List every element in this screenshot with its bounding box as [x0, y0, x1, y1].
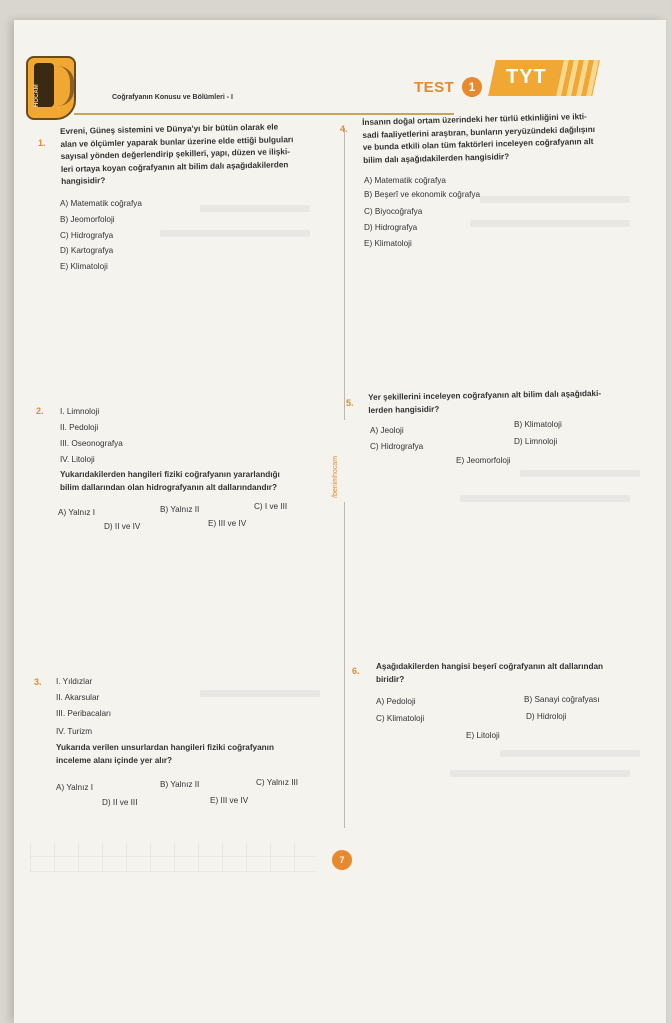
option-c[interactable]: C) Yalnız III	[256, 778, 299, 787]
show-through	[460, 495, 630, 502]
test-number-badge: 1	[462, 77, 482, 97]
option-d[interactable]: D) Limnoloji	[514, 437, 558, 446]
stem-line: leri ortaya koyan coğrafyanın alt bilim dalı aşağıdakilerden	[60, 160, 289, 174]
option-a[interactable]: A) Pedoloji	[376, 697, 416, 706]
option-e[interactable]: E) Klimatoloji	[60, 262, 108, 271]
question-number: 3.	[34, 677, 42, 687]
show-through	[480, 196, 630, 203]
question-stem	[362, 112, 634, 167]
option-b[interactable]: B) Klimatoloji	[514, 420, 562, 429]
option-b[interactable]: B) Beşerî ve ekonomik coğrafya	[364, 190, 481, 199]
show-through	[200, 690, 320, 697]
question-stem	[368, 388, 648, 417]
option-a[interactable]: A) Yalnız I	[56, 783, 94, 792]
stem-line: inceleme alanı içinde yer alır?	[56, 755, 173, 765]
page-number: 7	[332, 850, 352, 870]
option-b[interactable]: B) Yalnız II	[160, 505, 200, 514]
logo-tail	[56, 66, 74, 106]
question-number: 5.	[346, 398, 354, 408]
stem-line: Yukarıdakilerden hangileri fiziki coğrafyanın yararlandığı	[60, 470, 280, 479]
question-number: 6.	[352, 666, 360, 676]
roman-item: I. Limnoloji	[60, 407, 100, 416]
question-number: 2.	[36, 406, 44, 416]
option-c[interactable]: C) Biyocoğrafya	[364, 207, 423, 216]
stem-line: sayısal yönden değerlendirip şekilleri, yapı, düzen ve ilişki-	[60, 147, 291, 162]
answer-grid-show-through	[30, 842, 316, 872]
option-d[interactable]: D) Kartografya	[60, 246, 114, 255]
option-a[interactable]: A) Jeoloji	[370, 426, 404, 435]
exam-label: TYT	[506, 66, 547, 88]
stem-line: Yukarıda verilen unsurlardan hangileri fiziki coğrafyanın	[56, 743, 274, 752]
roman-item: III. Oseonografya	[60, 439, 123, 448]
roman-item: IV. Turizm	[56, 727, 93, 736]
option-b[interactable]: B) Jeomorfoloji	[60, 215, 115, 224]
roman-item: I. Yıldızlar	[56, 677, 93, 686]
option-c[interactable]: C) Hidrografya	[370, 442, 424, 451]
option-d[interactable]: D) Hidrografya	[364, 223, 418, 232]
option-c[interactable]: C) Klimatoloji	[376, 714, 425, 723]
option-e[interactable]: E) Jeomorfoloji	[456, 456, 511, 465]
show-through	[470, 220, 630, 227]
stem-line: biridir?	[376, 674, 405, 684]
option-b[interactable]: B) Yalnız II	[160, 780, 200, 789]
question-stem	[60, 469, 330, 494]
option-c[interactable]: C) Hidrografya	[60, 231, 114, 240]
logo-shield	[34, 63, 54, 107]
publisher-logo	[26, 56, 76, 120]
option-e[interactable]: E) III ve IV	[210, 796, 249, 805]
question-stem	[60, 122, 326, 189]
exam-banner-stripes	[556, 60, 600, 96]
stem-line: bilim dallarından olan hidrografyanın alt dallarındandır?	[60, 482, 277, 492]
question-stem	[376, 661, 656, 686]
question-number: 1.	[38, 138, 46, 148]
stem-line: bilim dalı aşağıdakilerden hangisidir?	[363, 151, 510, 165]
option-d[interactable]: D) II ve III	[102, 798, 138, 807]
stem-line: Yer şekillerini inceleyen coğrafyanın alt bilim dalı aşağıdaki-	[368, 388, 602, 402]
roman-item: II. Pedoloji	[60, 423, 99, 432]
roman-item: II. Akarsular	[56, 693, 100, 702]
logo-text: HOCAM	[34, 84, 40, 107]
show-through	[450, 770, 630, 777]
stem-line: İnsanın doğal ortam üzerindeki her türlü etkinliğini ve ikti-	[362, 112, 587, 127]
roman-item: III. Peribacaları	[56, 709, 112, 718]
option-e[interactable]: E) III ve IV	[208, 519, 247, 528]
test-label: TEST	[414, 79, 455, 96]
option-c[interactable]: C) I ve III	[254, 502, 288, 511]
side-tag-text: /benimhocam	[332, 455, 339, 498]
show-through	[500, 750, 640, 757]
option-e[interactable]: E) Klimatoloji	[364, 239, 412, 248]
option-e[interactable]: E) Litoloji	[466, 731, 500, 740]
stem-line: hangisidir?	[61, 176, 106, 187]
stem-line: sadi faaliyetlerini araştıran, bunların yeryüzündeki dağılışını	[362, 124, 596, 140]
roman-item: IV. Litoloji	[60, 455, 95, 464]
stem-line: Evreni, Güneş sistemini ve Dünya'yı bir bütün olarak ele	[60, 122, 279, 136]
stem-line: lerden hangisidir?	[368, 404, 440, 415]
option-a[interactable]: A) Matematik coğrafya	[364, 176, 446, 185]
section-title: Coğrafyanın Konusu ve Bölümleri - I	[112, 94, 233, 101]
show-through	[520, 470, 640, 477]
stem-line: alan ve ölçümler yaparak bunlar üzerine elde ettiği bulguları	[60, 134, 294, 149]
stem-line: Aşağıdakilerden hangisi beşerî coğrafyanın alt dallarından	[376, 662, 604, 671]
stem-line: ve bunda etkili olan tüm faktörleri inceleyen coğrafyanın alt	[362, 137, 594, 153]
show-through	[200, 205, 310, 212]
option-d[interactable]: D) II ve IV	[104, 522, 141, 531]
option-a[interactable]: A) Yalnız I	[58, 508, 96, 517]
side-tag	[330, 420, 350, 502]
show-through	[160, 230, 310, 237]
option-a[interactable]: A) Matematik coğrafya	[60, 199, 142, 208]
option-d[interactable]: D) Hidroloji	[526, 712, 567, 721]
question-stem	[56, 742, 332, 767]
question-number: 4.	[340, 124, 348, 134]
option-b[interactable]: B) Sanayi coğrafyası	[524, 695, 600, 704]
